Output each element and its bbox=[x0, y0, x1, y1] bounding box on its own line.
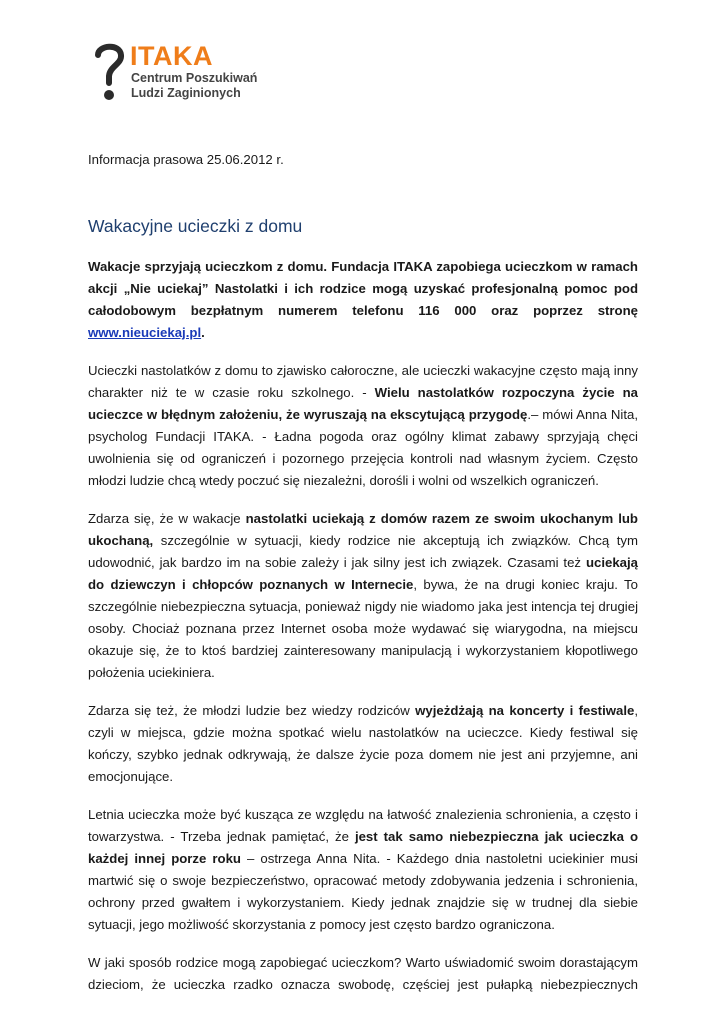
p2-text-a: Zdarza się, że w wakacje bbox=[88, 511, 246, 526]
p2-text-c: szczególnie w sytuacji, kiedy rodzice nie akceptują ich związków. Chcą tym udowodnić, jak bardzo im na sobie zależy i jak silny jest ich związek. Czasami też bbox=[88, 533, 638, 570]
paragraph-4 bbox=[88, 804, 638, 936]
p2-bold-1: nastolatki uciekają z domów razem ze swoim ukochanym lub ukochaną, bbox=[88, 511, 638, 548]
p1-text-a: Ucieczki nastolatków z domu to zjawisko całoroczne, ale ucieczki wakacyjne często mają inny charakter niż te w czasie roku szkolnego. - bbox=[88, 363, 638, 400]
p1-text-c: .– mówi Anna Nita, psycholog Fundacji ITAKA. - Ładna pogoda oraz ogólny klimat zabawy sprzyjają chęci uwolnienia się od ograniczeń i pozornego przejęcia kontroli nad własnym życiem. Często młodzi ludzie chcą wtedy poczuć się niezależni, dorośli i wolni od wszelkich ograniczeń. bbox=[88, 407, 638, 488]
p2-text-e: , bywa, że na drugi koniec kraju. To szczególnie niebezpieczna sytuacja, ponieważ nigdy nie wiadomo jaka jest intencja tej drugiej osoby. Chociaż poznana przez Internet osoba może wydawać się wiarygodna, na miejscu okazuje się, że to ktoś bardziej zainteresowany manipulacją i wykorzystaniem kłopotliwego położenia uciekiniera. bbox=[88, 577, 638, 680]
paragraph-1 bbox=[88, 360, 638, 492]
paragraph-5 bbox=[88, 952, 638, 996]
logo-name: ITAKA bbox=[130, 41, 213, 71]
article-body bbox=[88, 256, 638, 1012]
logo-subtitle-line2: Ludzi Zaginionych bbox=[131, 86, 241, 100]
p3-text-c: , czyli w miejsca, gdzie można spotkać wielu nastolatków na ucieczce. Kiedy festiwal się kończy, szybko jednak odkrywają, że dalsze życie poza domem nie jest ani przyjemne, ani emocjonujące. bbox=[88, 703, 638, 784]
article-title: Wakacyjne ucieczki z domu bbox=[88, 216, 303, 236]
p1-bold: Wielu nastolatków rozpoczyna życie na ucieczce w błędnym założeniu, że wyruszają na ekscytującą przygodę bbox=[88, 385, 638, 422]
p4-text-c: – ostrzega Anna Nita. - Każdego dnia nastoletni uciekinier musi martwić się o swoje bezpieczeństwo, opracować metody zdobywania jedzenia i schronienia, ochrony przed gwałtem i wykorzystaniem. Kiedy jednak znajdzie się w trudnej dla siebie sytuacji, jego możliwość skorzystania z pomocy jest często bardzo ograniczona. bbox=[88, 851, 638, 932]
itaka-logo bbox=[88, 40, 288, 104]
logo-subtitle-line1: Centrum Poszukiwań bbox=[131, 71, 258, 85]
press-release-date: Informacja prasowa 25.06.2012 r. bbox=[88, 152, 284, 167]
lead-paragraph bbox=[88, 256, 638, 344]
paragraph-3 bbox=[88, 700, 638, 788]
p4-bold: jest tak samo niebezpieczna jak ucieczka o każdej innej porze roku bbox=[88, 829, 638, 866]
p4-text-a: Letnia ucieczka może być kusząca ze względu na łatwość znalezienia schronienia, a często i towarzystwa. - Trzeba jednak pamiętać, że bbox=[88, 807, 638, 844]
question-mark-logo-icon bbox=[88, 40, 128, 104]
p3-text-a: Zdarza się też, że młodzi ludzie bez wiedzy rodziców bbox=[88, 703, 416, 718]
nieuciekaj-link[interactable]: www.nieuciekaj.pl bbox=[88, 325, 202, 340]
lead-end: . bbox=[201, 325, 205, 340]
p5-text-a: W jaki sposób rodzice mogą zapobiegać ucieczkom? Warto uświadomić swoim dorastającym dzieciom, że ucieczka rzadko oznacza swobodę, częściej jest pułapką niebezpiecznych bbox=[88, 955, 638, 992]
p2-bold-2: uciekają do dziewczyn i chłopców poznanych w Internecie bbox=[88, 555, 638, 592]
paragraph-2 bbox=[88, 508, 638, 684]
p3-bold: wyjeżdżają na koncerty i festiwale bbox=[415, 703, 635, 718]
lead-text: Wakacje sprzyjają ucieczkom z domu. Fundacja ITAKA zapobiega ucieczkom w ramach akcji „Nie uciekaj” Nastolatki i ich rodzice mogą uzyskać profesjonalną pomoc pod całodobowym bezpłatnym numerem telefonu 116 000 oraz poprzez stronę bbox=[88, 259, 638, 318]
